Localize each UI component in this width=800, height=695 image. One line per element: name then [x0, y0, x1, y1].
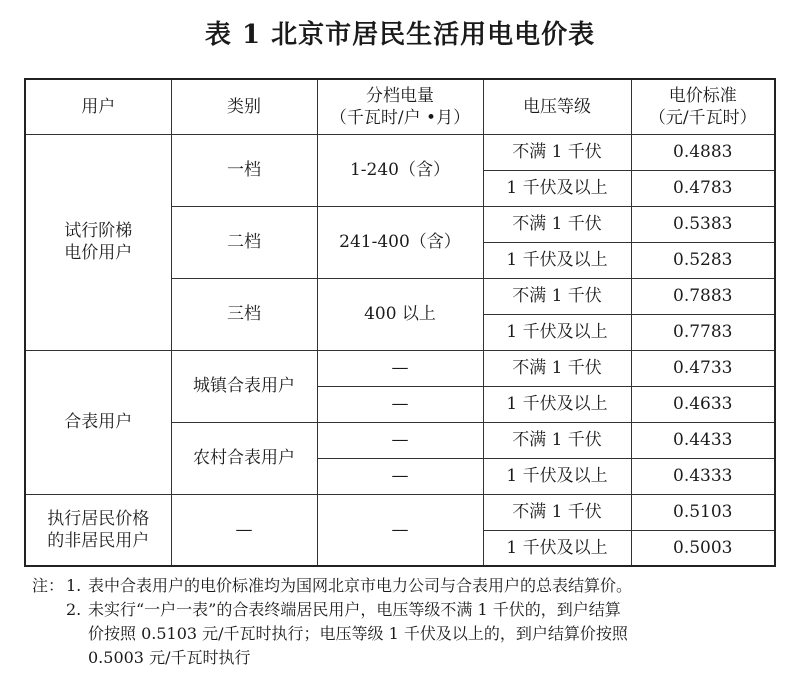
volume-dash: —: [317, 458, 483, 494]
notes-prefix: 注：: [32, 576, 65, 595]
volume-tier3: 400 以上: [317, 278, 483, 350]
note-2-text-line2: 价按照 0.5103 元/千瓦时执行；电压等级 1 千伏及以上的，到户结算价按照: [88, 624, 628, 643]
header-volume-line2: （千瓦时/户 •月）: [329, 107, 471, 128]
header-volume: [317, 79, 483, 134]
group-tiered-line2: 电价用户: [64, 243, 133, 263]
price-cell: 0.4433: [631, 422, 775, 458]
note-2-text-line3: 0.5003 元/千瓦时执行: [88, 648, 251, 667]
header-price-line1: 电价标准: [668, 85, 737, 106]
note-1-text: 表中合表用户的电价标准均为国网北京市电力公司与合表用户的总表结算价。: [88, 576, 633, 595]
header-user: 用户: [25, 79, 171, 134]
voltage-cell: 1 千伏及以上: [483, 314, 631, 350]
category-tier3: 三档: [171, 278, 317, 350]
price-cell: 0.5103: [631, 494, 775, 530]
voltage-cell: 1 千伏及以上: [483, 242, 631, 278]
table-row: [25, 134, 775, 170]
voltage-cell: 不满 1 千伏: [483, 350, 631, 386]
volume-tier2: 241-400（含）: [317, 206, 483, 278]
note-1: [32, 574, 782, 598]
category-tier2: 二档: [171, 206, 317, 278]
voltage-cell: 1 千伏及以上: [483, 170, 631, 206]
voltage-cell: 1 千伏及以上: [483, 458, 631, 494]
volume-dash: —: [317, 422, 483, 458]
note-1-number: 1.: [66, 576, 82, 595]
price-cell: 0.5383: [631, 206, 775, 242]
voltage-cell: 不满 1 千伏: [483, 134, 631, 170]
voltage-cell: 不满 1 千伏: [483, 278, 631, 314]
price-cell: 0.4633: [631, 386, 775, 422]
group-nonres-line1: 执行居民价格: [47, 508, 150, 529]
category-urban: 城镇合表用户: [171, 350, 317, 422]
volume-tier1: 1-240（含）: [317, 134, 483, 206]
price-cell: 0.4783: [631, 170, 775, 206]
note-2-text-line1: 未实行“一户一表”的合表终端居民用户，电压等级不满 1 千伏的，到户结算: [88, 600, 621, 619]
voltage-cell: 不满 1 千伏: [483, 494, 631, 530]
group-nonresidential: [25, 494, 171, 566]
table-header-row: [25, 79, 775, 134]
header-price-line2: （元/千瓦时）: [648, 107, 757, 128]
category-rural: 农村合表用户: [171, 422, 317, 494]
voltage-cell: 不满 1 千伏: [483, 206, 631, 242]
volume-dash: —: [317, 386, 483, 422]
voltage-cell: 1 千伏及以上: [483, 386, 631, 422]
price-cell: 0.5003: [631, 530, 775, 566]
category-dash: —: [171, 494, 317, 566]
group-combined: 合表用户: [25, 350, 171, 494]
header-volume-line1: 分档电量: [366, 85, 434, 106]
electricity-price-table: [24, 78, 776, 567]
price-cell: 0.4333: [631, 458, 775, 494]
note-2-number: 2.: [66, 600, 82, 619]
price-cell: 0.5283: [631, 242, 775, 278]
volume-dash: —: [317, 350, 483, 386]
header-category: 类别: [171, 79, 317, 134]
table-row: [25, 350, 775, 386]
note-2: [32, 598, 782, 622]
price-cell: 0.7883: [631, 278, 775, 314]
group-tiered: [25, 134, 171, 350]
category-tier1: 一档: [171, 134, 317, 206]
group-tiered-line1: 试行阶梯: [64, 220, 133, 241]
volume-dash: —: [317, 494, 483, 566]
header-price: [631, 79, 775, 134]
voltage-cell: 不满 1 千伏: [483, 422, 631, 458]
group-nonres-line2: 的非居民用户: [47, 530, 150, 551]
price-cell: 0.4883: [631, 134, 775, 170]
header-voltage: 电压等级: [483, 79, 631, 134]
voltage-cell: 1 千伏及以上: [483, 530, 631, 566]
table-row: [25, 494, 775, 530]
price-cell: 0.7783: [631, 314, 775, 350]
table-title: 表 1 北京市居民生活用电电价表: [204, 20, 596, 50]
price-cell: 0.4733: [631, 350, 775, 386]
table-notes: [32, 574, 782, 670]
